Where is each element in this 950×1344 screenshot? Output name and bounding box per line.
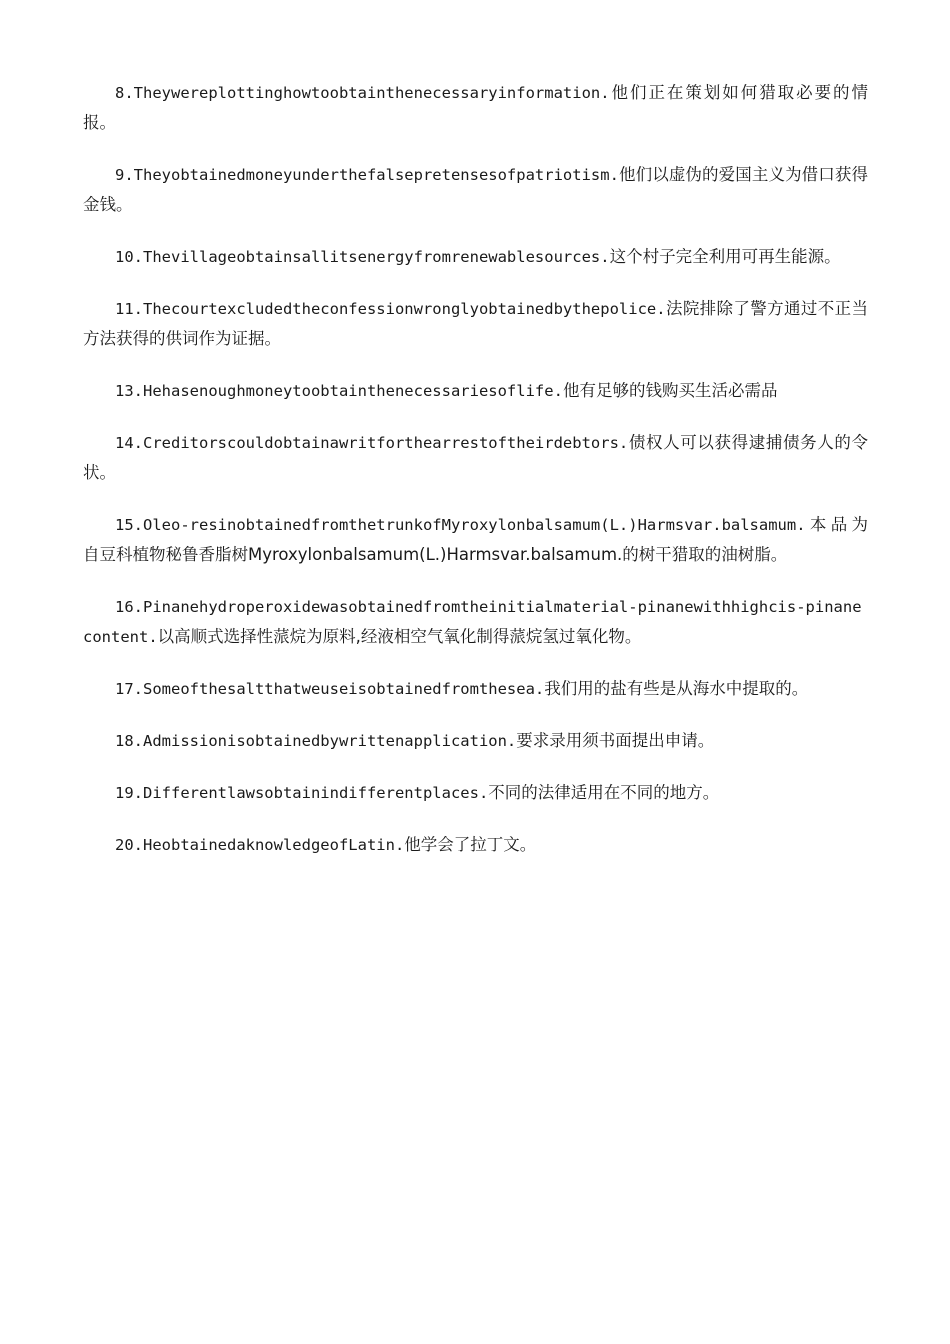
- sentence-entry-17: [83, 674, 868, 704]
- chinese-translation: 这个村子完全利用可再生能源。: [609, 247, 841, 266]
- sentence-entry-13: [83, 376, 868, 406]
- english-sentence: 10.Thevillageobtainsallitsenergyfromrenewablesources.: [115, 248, 610, 266]
- chinese-translation: 以高顺式选择性蒎烷为原料,经液相空气氧化制得蒎烷氢过氧化物。: [157, 627, 642, 646]
- document-body: [83, 78, 868, 882]
- sentence-entry-18: [83, 726, 868, 756]
- english-sentence: 8.Theywereplottinghowtoobtainthenecessaryinformation.: [115, 84, 610, 102]
- english-sentence: 9.Theyobtainedmoneyunderthefalsepretensesofpatriotism.: [115, 166, 619, 184]
- chinese-translation: 他们正在策划如何猎取必要的情报。: [83, 83, 868, 132]
- english-sentence: 14.Creditorscouldobtainawritforthearrestoftheirdebtors.: [115, 434, 629, 452]
- chinese-translation: 法院排除了警方通过不正当方法获得的供词作为证据。: [83, 299, 868, 348]
- english-sentence: 15.Oleo-resinobtainedfromthetrunkofMyroxylonbalsamum(L.)Harmsvar.balsamum.: [115, 516, 806, 534]
- sentence-entry-14: [83, 428, 868, 488]
- sentence-entry-11: [83, 294, 868, 354]
- english-sentence: 20.HeobtainedaknowledgeofLatin.: [115, 836, 405, 854]
- sentence-entry-9: [83, 160, 868, 220]
- chinese-translation: 债权人可以获得逮捕债务人的令状。: [83, 433, 868, 482]
- sentence-entry-8: [83, 78, 868, 138]
- sentence-entry-15: [83, 510, 868, 570]
- english-sentence: 18.Admissionisobtainedbywrittenapplication.: [115, 732, 517, 750]
- sentence-entry-16: [83, 592, 868, 652]
- chinese-translation: 我们用的盐有些是从海水中提取的。: [544, 679, 809, 698]
- english-sentence: 19.Differentlawsobtainindifferentplaces.: [115, 784, 489, 802]
- chinese-translation: 不同的法律适用在不同的地方。: [488, 783, 720, 802]
- sentence-entry-20: [83, 830, 868, 860]
- chinese-translation: 他们以虚伪的爱国主义为借口获得金钱。: [83, 165, 868, 214]
- sentence-entry-19: [83, 778, 868, 808]
- english-sentence: 13.Hehasenoughmoneytoobtainthenecessariesoflife.: [115, 382, 563, 400]
- english-sentence: 11.Thecourtexcludedtheconfessionwronglyobtainedbythepolice.: [115, 300, 666, 318]
- chinese-translation: 要求录用须书面提出申请。: [516, 731, 715, 750]
- english-sentence: 17.Someofthesaltthatweuseisobtainedfromthesea.: [115, 680, 545, 698]
- chinese-translation: 本品为自豆科植物秘鲁香脂树Myroxylonbalsamum(L.)Harmsvar.balsamum.的树干猎取的油树脂。: [83, 515, 868, 564]
- chinese-translation: 他有足够的钱购买生活必需品: [562, 381, 778, 400]
- chinese-translation: 他学会了拉丁文。: [404, 835, 537, 854]
- english-sentence: 16.Pinanehydroperoxidewasobtainedfromtheinitialmaterial-pinanewithhighcis-pinanecontent.: [83, 598, 862, 646]
- sentence-entry-10: [83, 242, 868, 272]
